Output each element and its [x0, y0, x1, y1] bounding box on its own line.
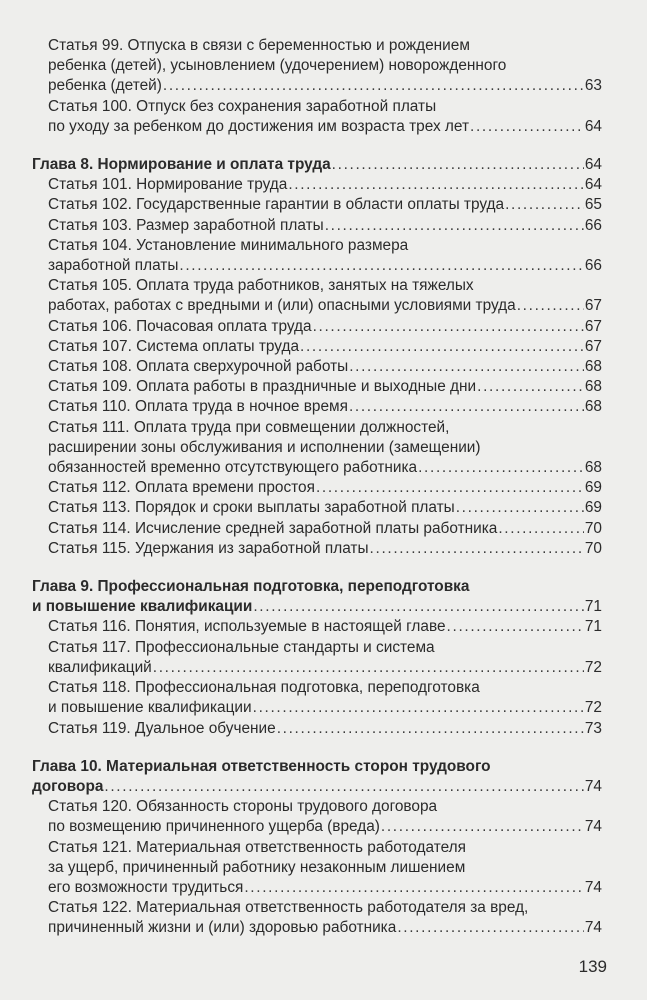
entry-text: и повышение квалификации: [48, 699, 252, 717]
entry-page-number: 70: [584, 519, 602, 537]
chapter-section: [32, 757, 602, 939]
entry-line: Глава 9. Профессиональная подготовка, переподготовка: [32, 578, 470, 596]
dot-leader: [349, 357, 584, 377]
dot-leader: [470, 117, 584, 137]
entry-page-number: 63: [584, 77, 602, 95]
toc-article-entry: [32, 357, 602, 377]
dot-leader: [498, 519, 584, 539]
entry-text: Статья 119. Дуальное обучение: [48, 719, 276, 737]
entry-line: расширении зоны обслуживания и исполнении (замещении): [48, 438, 481, 456]
toc-article-entry: [32, 397, 602, 417]
toc-article-entry: [32, 519, 602, 539]
chapter-section: [32, 36, 602, 137]
entry-text: заработной платы: [48, 257, 179, 275]
entry-last-line: [48, 698, 602, 718]
entry-last-line: [48, 117, 602, 137]
chapter-heading: [32, 577, 602, 617]
entry-line: Статья 99. Отпуска в связи с беременностью и рождением: [48, 37, 470, 54]
entry-last-line: [48, 498, 602, 518]
entry-text: Статья 101. Нормирование труда: [48, 176, 288, 194]
entry-line: Статья 122. Материальная ответственность работодателя за вред,: [48, 899, 529, 917]
toc-article-entry: [32, 97, 602, 137]
entry-text: Статья 102. Государственные гарантии в области оплаты труда: [48, 196, 505, 214]
entry-text: причиненный жизни и (или) здоровью работника: [48, 919, 397, 937]
dot-leader: [370, 539, 584, 559]
entry-text: Статья 113. Порядок и сроки выплаты заработной платы: [48, 499, 455, 517]
entry-last-line: [32, 155, 602, 175]
entry-line: Статья 100. Отпуск без сохранения заработной платы: [48, 97, 437, 115]
entry-last-line: [48, 175, 602, 195]
entry-page-number: 71: [584, 598, 602, 616]
entry-line: Статья 104. Установление минимального размера: [48, 236, 409, 254]
entry-last-line: [48, 478, 602, 498]
entry-last-line: [48, 195, 602, 215]
entry-text: Статья 112. Оплата времени простоя: [48, 479, 315, 497]
dot-leader: [477, 377, 584, 397]
entry-line: Статья 121. Материальная ответственность работодателя: [48, 838, 466, 856]
toc-article-entry: [32, 539, 602, 559]
entry-line: Статья 111. Оплата труда при совмещении должностей,: [48, 418, 450, 436]
dot-leader: [153, 658, 584, 678]
entry-page-number: 64: [584, 156, 602, 174]
entry-text: договора: [32, 777, 104, 795]
entry-page-number: 64: [584, 176, 602, 194]
toc-article-entry: [32, 36, 602, 97]
entry-last-line: [48, 719, 602, 739]
toc-article-entry: [32, 478, 602, 498]
dot-leader: [447, 617, 584, 637]
dot-leader: [179, 256, 583, 276]
dot-leader: [163, 76, 584, 96]
entry-text: обязанностей временно отсутствующего работника: [48, 459, 418, 477]
entry-page-number: 64: [584, 117, 602, 135]
entry-page-number: 68: [584, 358, 602, 376]
entry-text: и повышение квалификации: [32, 598, 253, 616]
entry-page-number: 68: [584, 398, 602, 416]
toc-article-entry: [32, 797, 602, 837]
entry-line: Статья 117. Профессиональные стандарты и система: [48, 638, 435, 656]
entry-last-line: [48, 519, 602, 539]
entry-text: его возможности трудиться: [48, 878, 244, 896]
toc-article-entry: [32, 638, 602, 678]
entry-page-number: 66: [584, 216, 602, 234]
toc-article-entry: [32, 678, 602, 718]
toc-article-entry: [32, 838, 602, 899]
entry-text: Статья 108. Оплата сверхурочной работы: [48, 358, 349, 376]
entry-line: ребенка (детей), усыновлением (удочерением) новорожденного: [48, 57, 507, 75]
page-number: 139: [578, 957, 607, 976]
entry-text: Глава 8. Нормирование и оплата труда: [32, 156, 331, 174]
chapter-heading: [32, 155, 602, 175]
entry-page-number: 74: [584, 818, 602, 836]
toc-article-entry: [32, 216, 602, 236]
toc-article-entry: [32, 175, 602, 195]
entry-page-number: 72: [584, 699, 602, 717]
dot-leader: [253, 597, 584, 617]
toc-article-entry: [32, 498, 602, 518]
chapter-heading: [32, 757, 602, 797]
toc-article-entry: [32, 236, 602, 276]
dot-leader: [381, 817, 584, 837]
toc-article-entry: [32, 418, 602, 479]
entry-page-number: 74: [584, 878, 602, 896]
dot-leader: [418, 458, 584, 478]
entry-page-number: 71: [584, 618, 602, 636]
dot-leader: [456, 498, 584, 518]
toc-article-entry: [32, 719, 602, 739]
entry-page-number: 69: [584, 479, 602, 497]
entry-last-line: [48, 337, 602, 357]
dot-leader: [505, 195, 584, 215]
entry-last-line: [48, 918, 602, 938]
entry-text: работах, работах с вредными и (или) опасными условиями труда: [48, 297, 516, 315]
entry-text: Статья 106. Почасовая оплата труда: [48, 317, 312, 335]
entry-text: Статья 110. Оплата труда в ночное время: [48, 398, 348, 416]
entry-line: Статья 105. Оплата труда работников, занятых на тяжелых: [48, 277, 474, 295]
dot-leader: [253, 698, 584, 718]
entry-last-line: [48, 878, 602, 898]
dot-leader: [397, 918, 584, 938]
entry-last-line: [48, 296, 602, 316]
entry-page-number: 67: [584, 317, 602, 335]
chapter-section: [32, 577, 602, 739]
entry-page-number: 65: [584, 196, 602, 214]
entry-page-number: 67: [584, 297, 602, 315]
entry-last-line: [48, 617, 602, 637]
entry-page-number: 73: [584, 719, 602, 737]
entry-text: Статья 109. Оплата работы в праздничные и выходные дни: [48, 378, 477, 396]
entry-last-line: [48, 76, 602, 96]
entry-page-number: 74: [584, 777, 602, 795]
entry-page-number: 68: [584, 459, 602, 477]
entry-text: Статья 103. Размер заработной платы: [48, 216, 324, 234]
entry-last-line: [48, 658, 602, 678]
dot-leader: [325, 216, 584, 236]
chapter-section: [32, 155, 602, 559]
entry-text: по уходу за ребенком до достижения им возраста трех лет: [48, 117, 469, 135]
entry-last-line: [48, 377, 602, 397]
entry-last-line: [48, 357, 602, 377]
entry-last-line: [48, 397, 602, 417]
dot-leader: [517, 296, 584, 316]
entry-text: ребенка (детей): [48, 77, 162, 95]
toc-article-entry: [32, 337, 602, 357]
dot-leader: [332, 155, 584, 175]
entry-page-number: 66: [584, 257, 602, 275]
entry-text: Статья 116. Понятия, используемые в настоящей главе: [48, 618, 446, 636]
dot-leader: [313, 317, 584, 337]
dot-leader: [244, 878, 584, 898]
entry-text: Статья 107. Система оплаты труда: [48, 337, 300, 355]
entry-last-line: [32, 597, 602, 617]
toc-article-entry: [32, 617, 602, 637]
entry-text: Статья 114. Исчисление средней заработной платы работника: [48, 519, 498, 537]
entry-last-line: [48, 817, 602, 837]
entry-page-number: 72: [584, 658, 602, 676]
toc-article-entry: [32, 195, 602, 215]
toc-article-entry: [32, 377, 602, 397]
dot-leader: [104, 777, 583, 797]
entry-last-line: [48, 317, 602, 337]
toc-article-entry: [32, 276, 602, 316]
entry-page-number: 67: [584, 337, 602, 355]
entry-line: за ущерб, причиненный работнику незаконным лишением: [48, 858, 466, 876]
entry-page-number: 74: [584, 919, 602, 937]
entry-last-line: [32, 777, 602, 797]
toc-article-entry: [32, 898, 602, 938]
dot-leader: [277, 719, 584, 739]
entry-last-line: [48, 216, 602, 236]
entry-text: по возмещению причиненного ущерба (вреда): [48, 818, 380, 836]
entry-line: Глава 10. Материальная ответственность сторон трудового: [32, 757, 491, 775]
toc-article-entry: [32, 317, 602, 337]
entry-line: Статья 120. Обязанность стороны трудового договора: [48, 798, 438, 816]
entry-line: Статья 118. Профессиональная подготовка, переподготовка: [48, 679, 480, 697]
dot-leader: [288, 175, 584, 195]
entry-text: квалификаций: [48, 658, 152, 676]
dot-leader: [316, 478, 584, 498]
table-of-contents: [32, 36, 602, 939]
entry-page-number: 68: [584, 378, 602, 396]
entry-text: Статья 115. Удержания из заработной платы: [48, 539, 369, 557]
entry-last-line: [48, 539, 602, 559]
dot-leader: [349, 397, 584, 417]
entry-last-line: [48, 458, 602, 478]
dot-leader: [300, 337, 584, 357]
entry-page-number: 70: [584, 539, 602, 557]
entry-last-line: [48, 256, 602, 276]
entry-page-number: 69: [584, 499, 602, 517]
